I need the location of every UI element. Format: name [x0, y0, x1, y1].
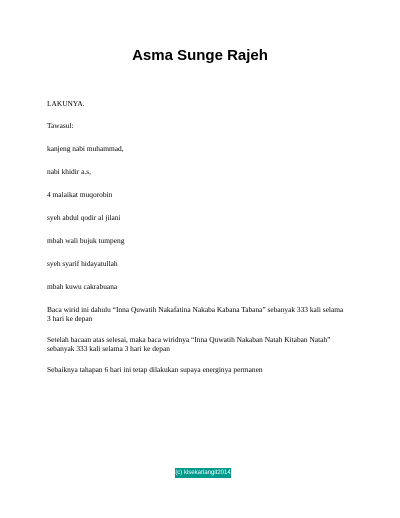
paragraph-second-wirid: Setelah bacaan atas selesai, maka baca wiridnya “Inna Quwatih Nakaban Natah Kitaban Natah” sebanyak 333 kali selama 3 hari ke depan — [47, 335, 331, 353]
list-item: nabi khidir a.s, — [47, 167, 91, 176]
list-item: 4 malaikat muqorobin — [47, 190, 113, 199]
paragraph-tawasul: Tawasul: — [47, 121, 74, 130]
paragraph-closing-note: Sebaiknya tahapan 6 hari ini tetap dilakukan supaya energinya permanen — [47, 365, 263, 374]
list-item: mbah kuwu cakrabuana — [47, 282, 118, 291]
list-item: syeh abdul qodir al jilani — [47, 213, 121, 222]
list-item: kanjeng nabi muhammad, — [47, 144, 124, 153]
page-title: Asma Sunge Rajeh — [132, 47, 268, 64]
copyright-badge: (c) kisekarlangit2014 — [175, 470, 231, 476]
paragraph-first-wirid: Baca wirid ini dahulu “Inna Quwatih Nakafatina Nakaba Kabana Tabana” sebanyak 333 kali selama 3 hari ke depan — [47, 305, 344, 323]
document-body — [47, 99, 347, 388]
paragraph-lakunya: LAKUNYA. — [47, 99, 85, 108]
list-item: syeh syarif hidayatullah — [47, 259, 118, 268]
list-item: mbah wali bujuk tumpeng — [47, 236, 125, 245]
